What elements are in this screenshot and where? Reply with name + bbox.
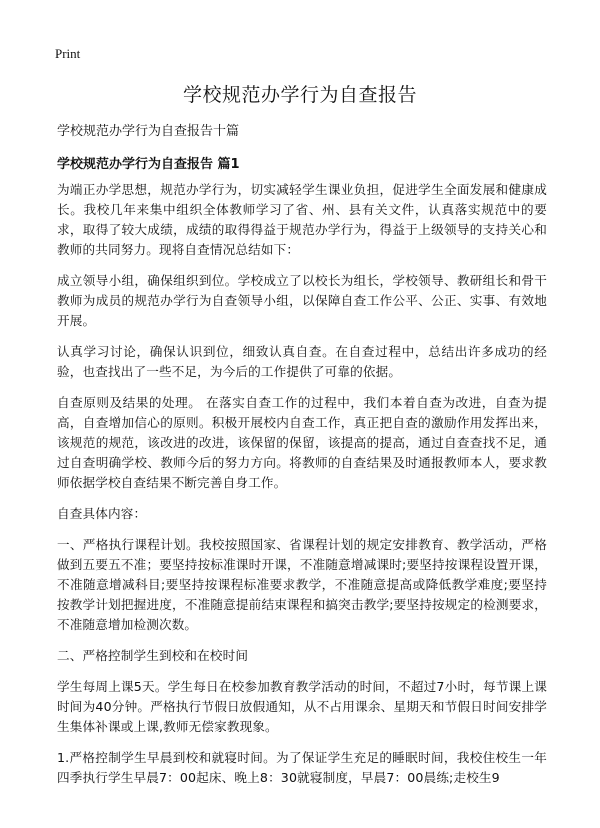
paragraph-study: 认真学习讨论，确保认识到位，细致认真自查。在自查过程中，总结出许多成功的经验，也查找出了一些不足，为今后的工作提供了可靠的依据。 [57,344,547,379]
document-body [57,180,547,799]
paragraph-sleep: 1.严格控制学生早晨到校和就寝时间。为了保证学生充足的睡眠时间，我校住校生一年四季执行学生早晨7：00起床、晚上8：30就寝制度，早晨7：00晨练;走校生9 [57,750,547,785]
print-link[interactable]: Print [55,46,81,61]
paragraph-schedule: 学生每周上课5天。学生每日在校参加教育教学活动的时间，不超过7小时，每节课上课时间为40分钟。严格执行节假日放假通知，从不占用课余、星期天和节假日时间安排学生集体补课或上课,教师无偿家教现象。 [57,679,547,734]
paragraph-curriculum: 一、严格执行课程计划。我校按照国家、省课程计划的规定安排教育、教学活动，严格做到五要五不准；要坚持按标准课时开课，不准随意增减课时;要坚持按课程设置开课，不准随意增减科目;要坚持按课程标准要求教学，不准随意提高或降低教学难度;要坚持按教学计划把握进度，不准随意提前结束课程和搞突击教学;要坚持按规定的检测要求，不准随意增加检测次数。 [57,537,547,632]
section-heading: 学校规范办学行为自查报告 篇1 [57,157,240,172]
paragraph-time-heading: 二、严格控制学生到校和在校时间 [57,648,249,663]
page-title: 学校规范办学行为自查报告 [182,84,417,106]
paragraph-leadership: 成立领导小组，确保组织到位。学校成立了以校长为组长，学校领导、教研组长和骨干教师为成员的规范办学行为自查领导小组，以保障自查工作公平、公正、实事、有效地开展。 [57,273,547,328]
document-subtitle: 学校规范办学行为自查报告十篇 [57,124,240,139]
paragraph-principles: 自查原则及结果的处理。 在落实自查工作的过程中，我们本着自查为改进，自查为提高，自查增加信心的原则。积极开展校内自查工作，真正把自查的激励作用发挥出来，该规范的规范，该改进的改进，该保留的保留，该提高的提高，通过自查查找不足，通过自查明确学校、教师今后的努力方向。将教师的自查结果及时通报教师本人，要求教师依据学校自查结果不断完善自身工作。 [57,395,547,490]
paragraph-intro: 为端正办学思想，规范办学行为，切实减轻学生课业负担，促进学生全面发展和健康成长。我校几年来集中组织全体教师学习了省、州、县有关文件，认真落实规范中的要求，取得了较大成绩，成绩的取得得益于规范办学行为，得益于上级领导的支持关心和教师的共同努力。现将自查情况总结如下： [57,182,547,257]
paragraph-content-heading: 自查具体内容： [57,506,147,521]
